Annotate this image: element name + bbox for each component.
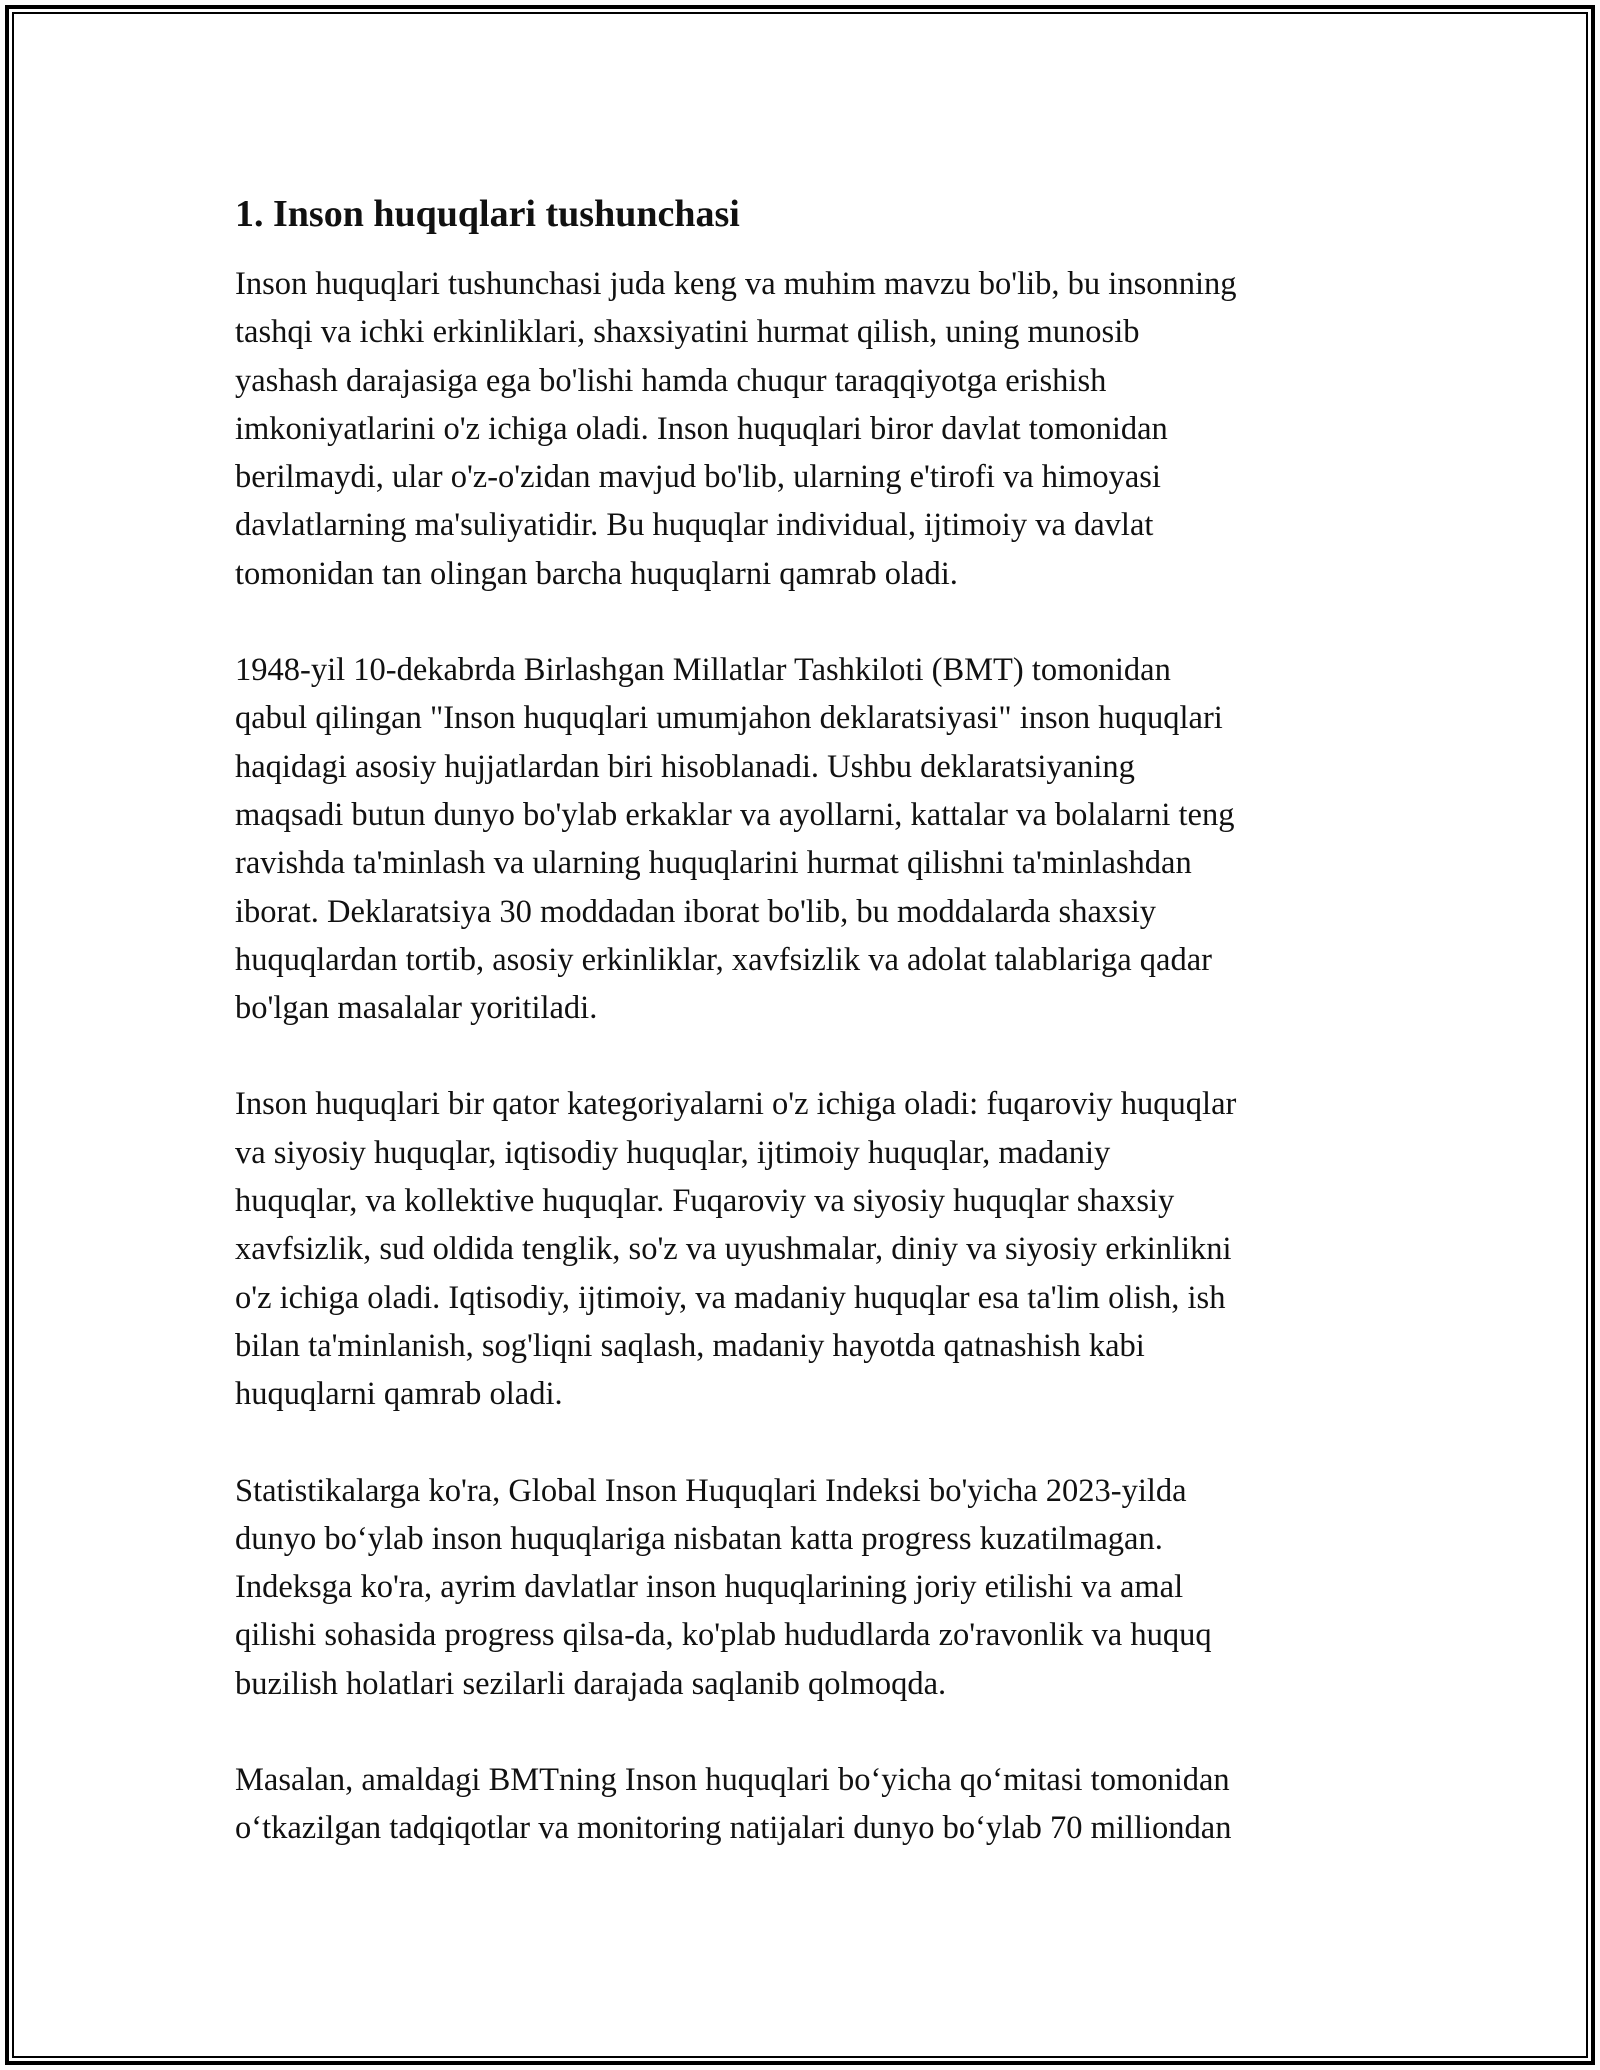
paragraph-line: huquqlarni qamrab oladi. [235, 1376, 563, 1413]
paragraph-line: Statistikalarga ko'ra, Global Inson Huquqlari Indeksi bo'yicha 2023-yilda [235, 1472, 1187, 1509]
paragraph-line: maqsadi butun dunyo bo'ylab erkaklar va ayollarni, kattalar va bolalarni teng [235, 796, 1235, 833]
paragraph-line: iborat. Deklaratsiya 30 moddadan iborat bo'lib, bu moddalarda shaxsiy [235, 893, 1157, 930]
paragraph-line: yashash darajasiga ega bo'lishi hamda chuqur taraqqiyotga erishish [235, 362, 1107, 399]
paragraph-line: va siyosiy huquqlar, iqtisodiy huquqlar, ijtimoiy huquqlar, madaniy [235, 1134, 1111, 1171]
paragraph-line: tashqi va ichki erkinliklari, shaxsiyatini hurmat qilish, uning munosib [235, 314, 1140, 351]
paragraph [235, 1756, 1375, 1853]
paragraph [235, 1467, 1375, 1708]
paragraph-line: bilan ta'minlanish, sog'liqni saqlash, madaniy hayotda qatnashish kabi [235, 1327, 1145, 1364]
paragraph-line: buzilish holatlari sezilarli darajada saqlanib qolmoqda. [235, 1665, 947, 1702]
paragraph-line: huquqlar, va kollektive huquqlar. Fuqaroviy va siyosiy huquqlar shaxsiy [235, 1183, 1175, 1220]
paragraph [235, 646, 1375, 1032]
paragraphs-container [235, 260, 1375, 1853]
paragraph [235, 260, 1375, 598]
paragraph-line: haqidagi asosiy hujjatlardan biri hisoblanadi. Ushbu deklaratsiyaning [235, 748, 1135, 785]
paragraph-line: berilmaydi, ular o'z-o'zidan mavjud bo'lib, ularning e'tirofi va himoyasi [235, 459, 1161, 496]
paragraph-line: tomonidan tan olingan barcha huquqlarni qamrab oladi. [235, 555, 958, 592]
paragraph-line: dunyo bo‘ylab inson huquqlariga nisbatan katta progress kuzatilmagan. [235, 1520, 1163, 1557]
paragraph-line: 1948-yil 10-dekabrda Birlashgan Millatlar Tashkiloti (BMT) tomonidan [235, 652, 1171, 689]
paragraph-line: ravishda ta'minlash va ularning huquqlarini hurmat qilishni ta'minlashdan [235, 845, 1192, 882]
paragraph-line: davlatlarning ma'suliyatidir. Bu huquqlar individual, ijtimoiy va davlat [235, 507, 1154, 544]
paragraph-line: Masalan, amaldagi BMTning Inson huquqlari bo‘yicha qo‘mitasi tomonidan [235, 1762, 1230, 1799]
document-body [235, 190, 1375, 1901]
paragraph-line: Inson huquqlari bir qator kategoriyalarni o'z ichiga oladi: fuqaroviy huquqlar [235, 1086, 1237, 1123]
paragraph-line: huquqlardan tortib, asosiy erkinliklar, xavfsizlik va adolat talablariga qadar [235, 941, 1212, 978]
paragraph [235, 1080, 1375, 1418]
paragraph-line: imkoniyatlarini o'z ichiga oladi. Inson huquqlari biror davlat tomonidan [235, 410, 1168, 447]
paragraph-line: o‘tkazilgan tadqiqotlar va monitoring natijalari dunyo bo‘ylab 70 milliondan [235, 1810, 1232, 1847]
paragraph-line: xavfsizlik, sud oldida tenglik, so'z va uyushmalar, diniy va siyosiy erkinlikni [235, 1231, 1232, 1268]
paragraph-line: qilishi sohasida progress qilsa-da, ko'plab hududlarda zo'ravonlik va huquq [235, 1617, 1212, 1654]
paragraph-line: bo'lgan masalalar yoritiladi. [235, 990, 598, 1027]
paragraph-line: o'z ichiga oladi. Iqtisodiy, ijtimoiy, va madaniy huquqlar esa ta'lim olish, ish [235, 1279, 1226, 1316]
paragraph-line: Indeksga ko'ra, ayrim davlatlar inson huquqlarining joriy etilishi va amal [235, 1569, 1184, 1606]
paragraph-line: Inson huquqlari tushunchasi juda keng va muhim mavzu bo'lib, bu insonning [235, 266, 1237, 302]
section-heading: 1. Inson huquqlari tushunchasi [235, 193, 740, 235]
paragraph-line: qabul qilingan "Inson huquqlari umumjahon deklaratsiyasi" inson huquqlari [235, 700, 1223, 737]
